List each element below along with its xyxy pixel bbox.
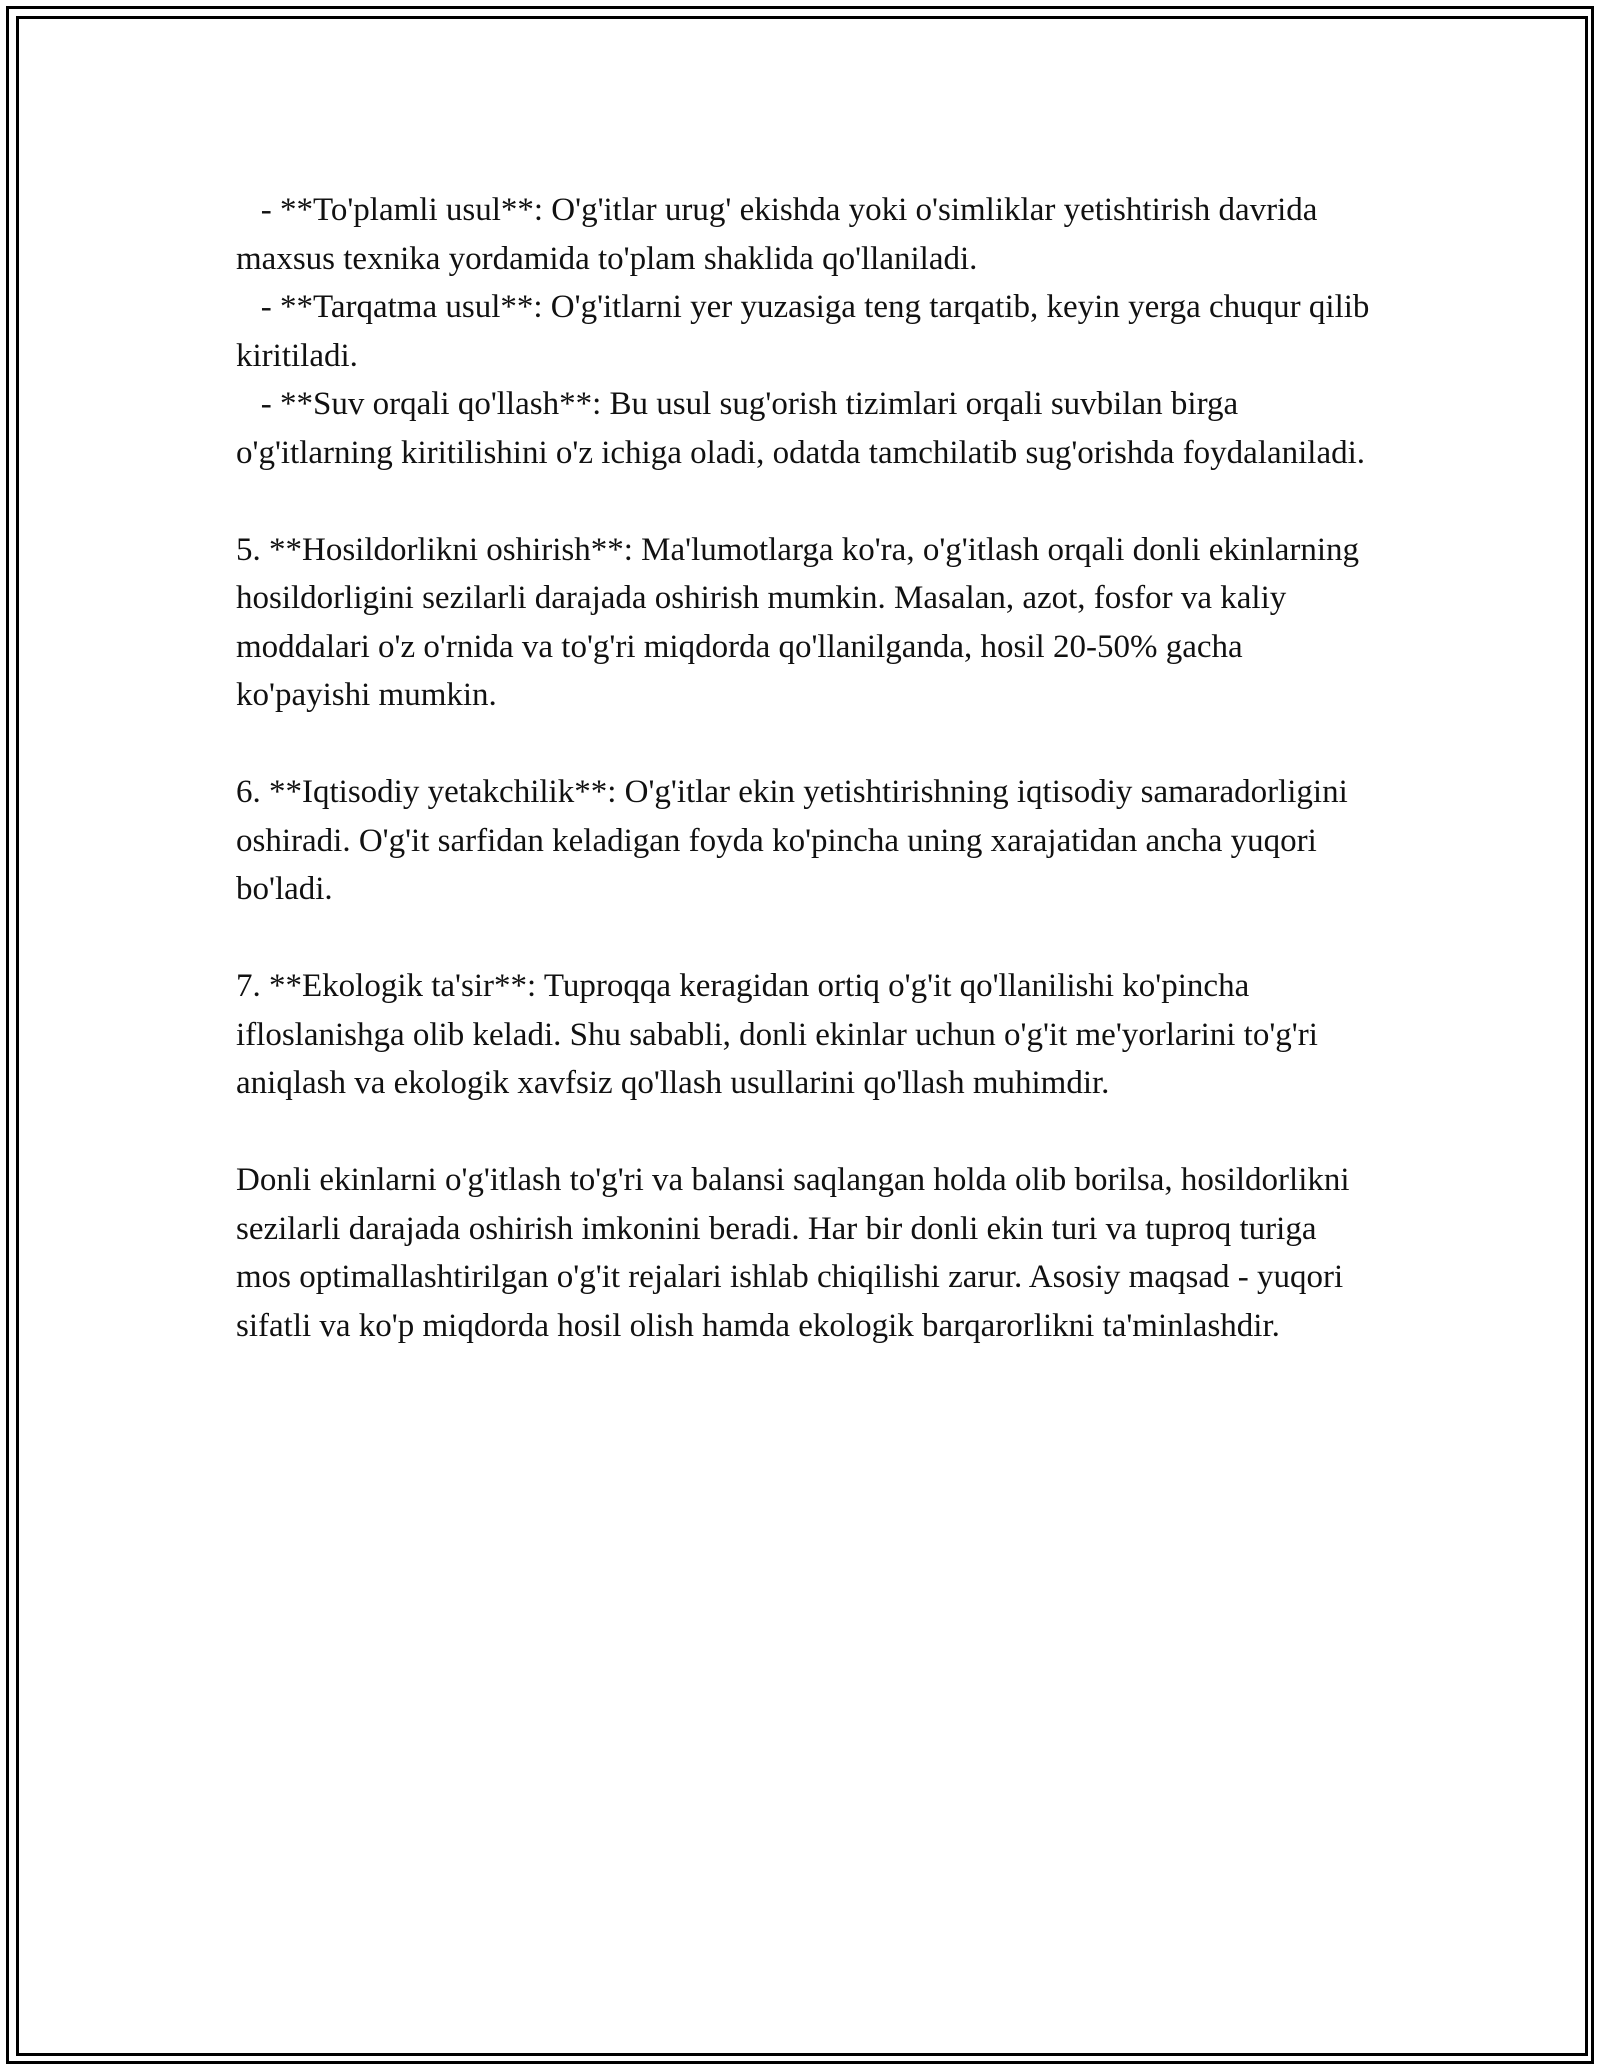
item-6-iqtisodiy: 6. **Iqtisodiy yetakchilik**: O'g'itlar ekin yetishtirishning iqtisodiy samaradorligini oshiradi. O'g'it sarfidan keladigan foyda ko'pincha uning xarajatidan ancha yuqori bo'ladi. bbox=[236, 774, 1357, 907]
item-5-hosildorlik: 5. **Hosildorlikni oshirish**: Ma'lumotlarga ko'ra, o'g'itlash orqali donli ekinlarning hosildorligini sezilarli darajada oshirish mumkin. Masalan, azot, fosfor va kaliy moddalari o'z o'rnida va to'g'ri miqdorda qo'llanilganda, hosil 20-50% gacha ko'payishi mumkin. bbox=[236, 531, 1368, 713]
item-7-ekologik: 7. **Ekologik ta'sir**: Tuproqqa keragidan ortiq o'g'it qo'llanilishi ko'pincha ifloslanishga olib keladi. Shu sababli, donli ekinlar uchun o'g'it me'yorlarini to'g'ri aniqlash va ekologik xavfsiz qo'llash usullarini qo'llash muhimdir. bbox=[236, 968, 1327, 1101]
bullet-tarqatma-usul: - **Tarqatma usul**: O'g'itlarni yer yuzasiga teng tarqatib, keyin yerga chuqur qilib kiritiladi. bbox=[236, 289, 1378, 374]
paragraph-spacer bbox=[236, 477, 1376, 526]
paragraph-spacer bbox=[236, 720, 1376, 769]
bullet-suv-orqali: - **Suv orqali qo'llash**: Bu usul sug'orish tizimlari orqali suvbilan birga o'g'itlarning kiritilishini o'z ichiga oladi, odatda tamchilatib sug'orishda foydalaniladi. bbox=[236, 386, 1366, 471]
bullet-toplamli-usul: - **To'plamli usul**: O'g'itlar urug' ekishda yoki o'simliklar yetishtirish davrida maxsus texnika yordamida to'plam shaklida qo'llaniladi. bbox=[236, 192, 1326, 277]
conclusion-paragraph: Donli ekinlarni o'g'itlash to'g'ri va balansi saqlangan holda olib borilsa, hosildorlikni sezilarli darajada oshirish imkonini beradi. Har bir donli ekin turi va tuproq turiga mos optimallashtirilgan o'g'it rejalari ishlab chiqilishi zarur. Asosiy maqsad - yuqori sifatli va ko'p miqdorda hosil olish hamda ekologik barqarorlikni ta'minlashdir. bbox=[236, 1162, 1358, 1344]
document-body bbox=[236, 186, 1376, 1350]
paragraph-spacer bbox=[236, 1108, 1376, 1157]
paragraph-spacer bbox=[236, 914, 1376, 963]
